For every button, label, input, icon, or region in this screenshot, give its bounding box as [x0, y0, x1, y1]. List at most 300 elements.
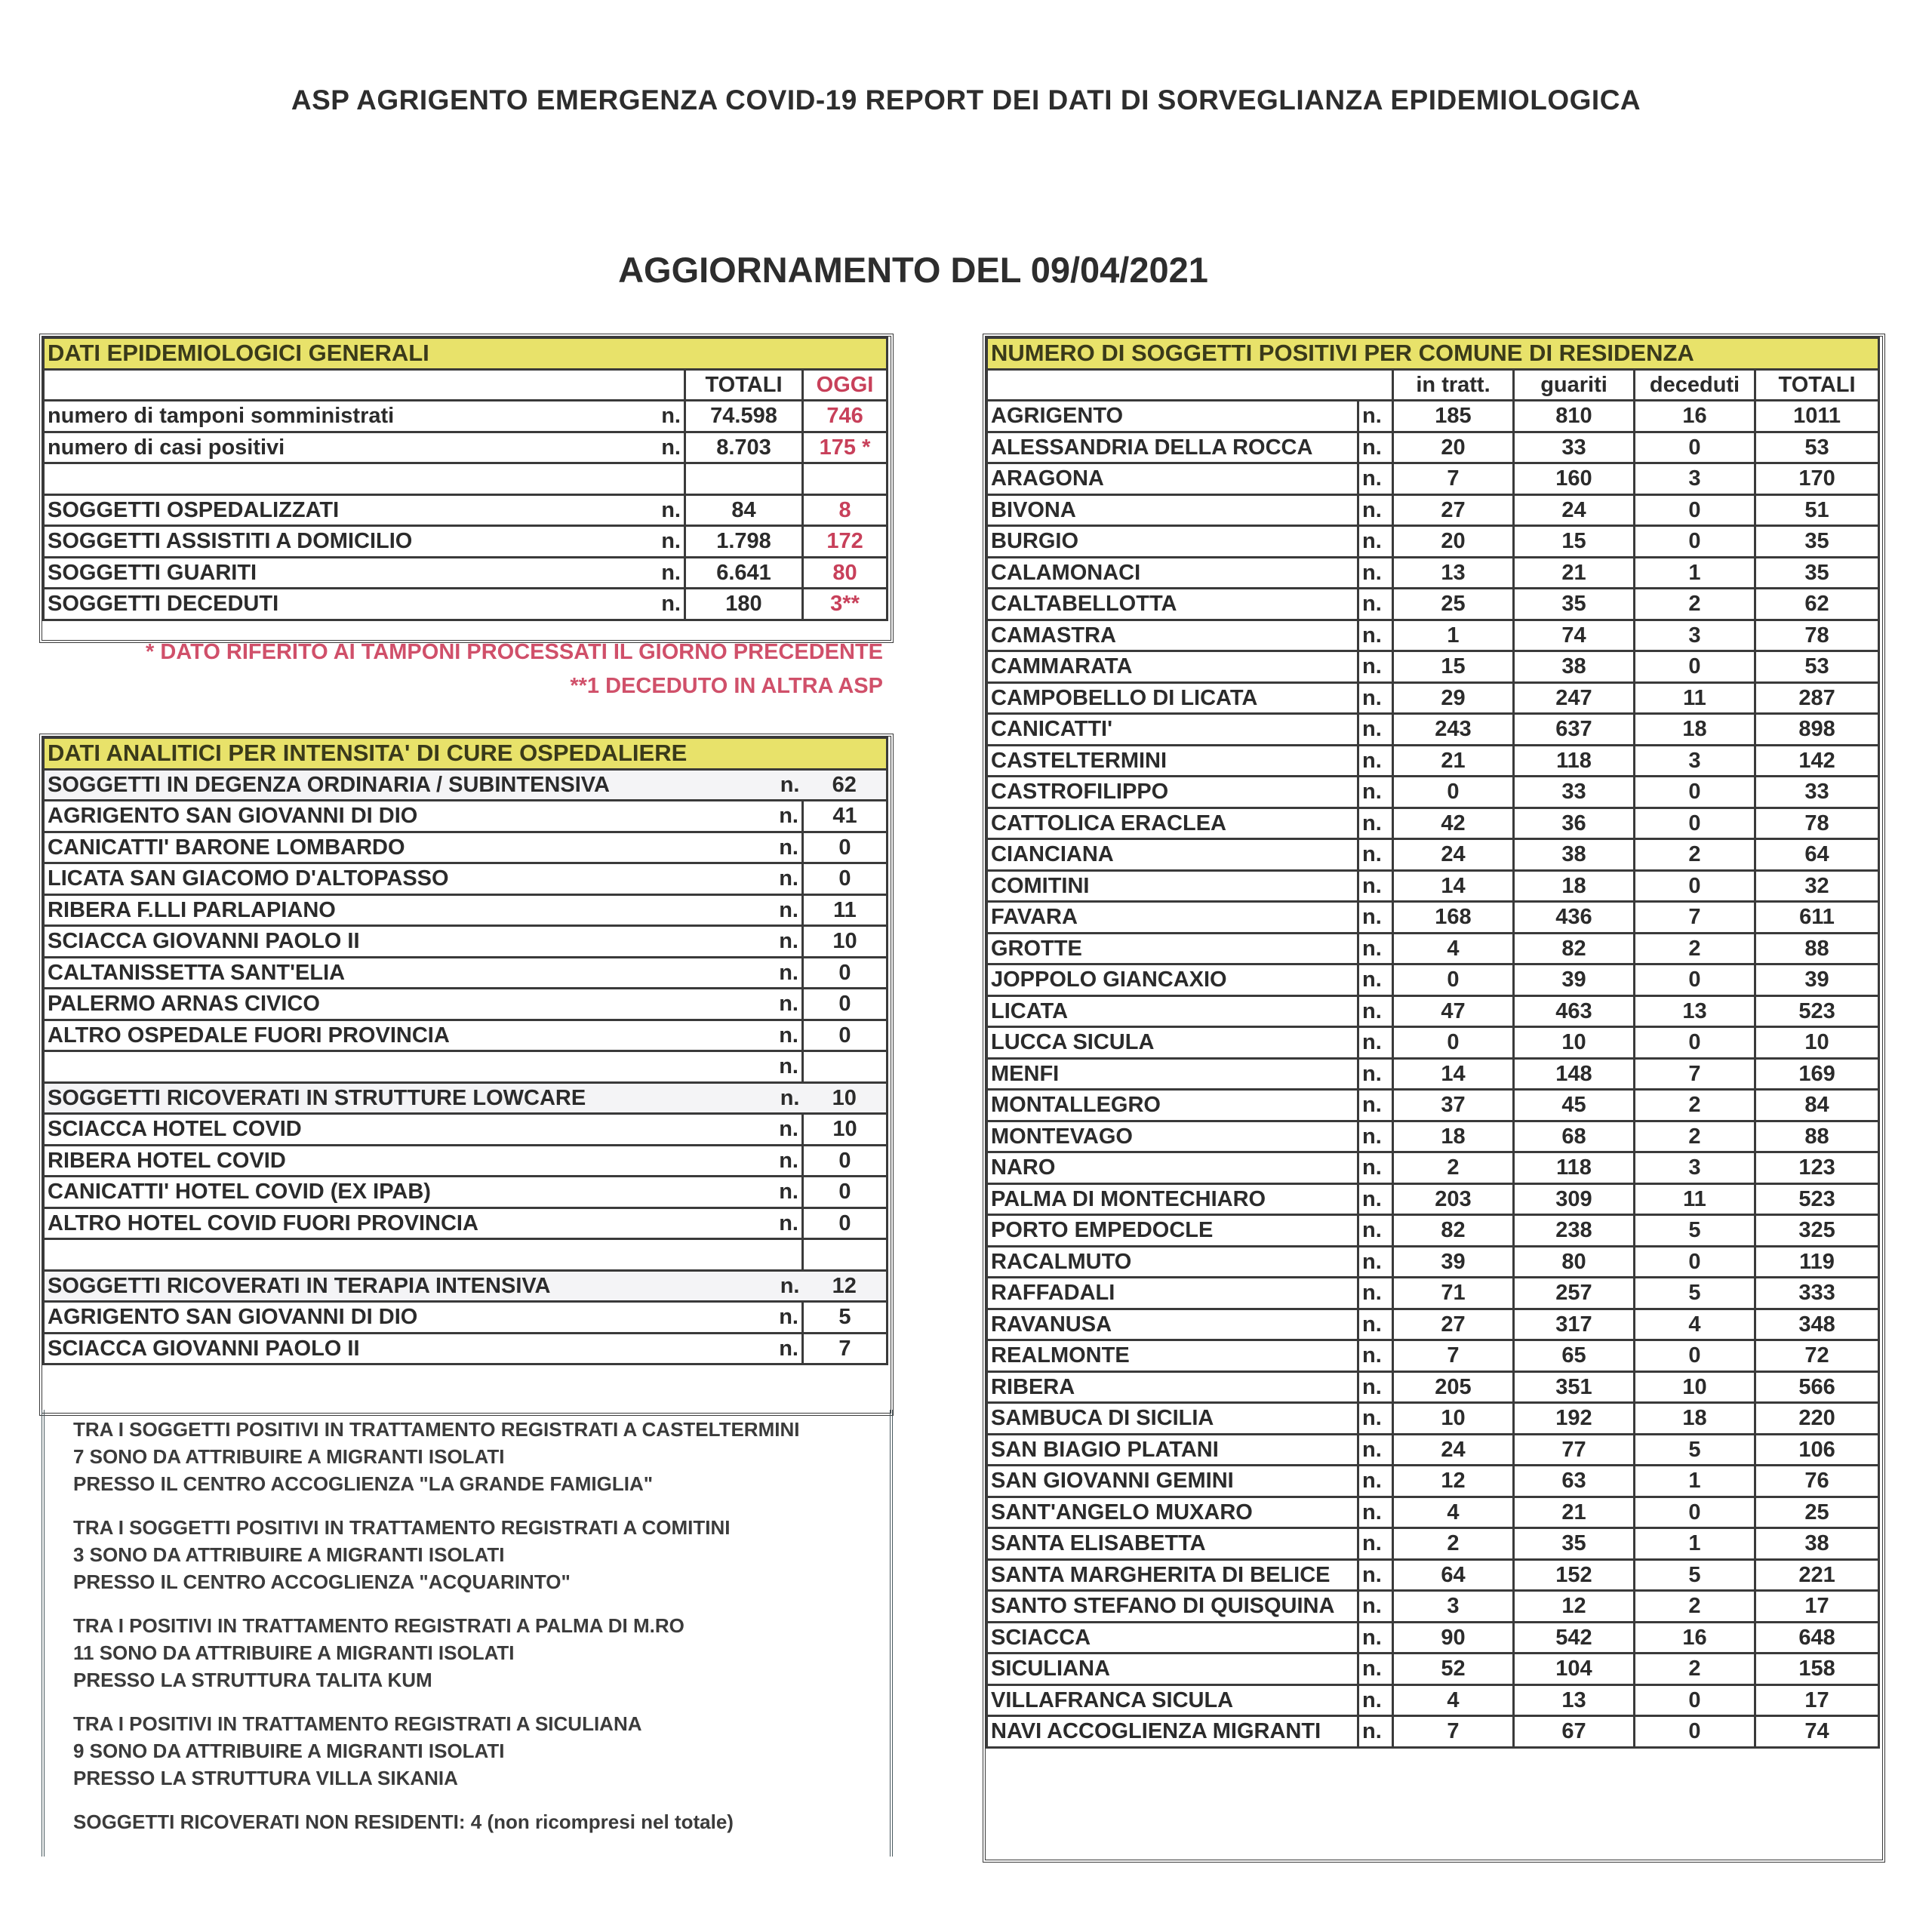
facility-label: LICATA SAN GIACOMO D'ALTOPASSO — [44, 863, 723, 895]
col-guariti: guariti — [1514, 369, 1635, 401]
totali-value: 648 — [1755, 1622, 1879, 1654]
facility-value: 0 — [803, 1177, 888, 1208]
n-marker: n. — [723, 863, 803, 895]
note-line: PRESSO LA STRUTTURA VILLA SIKANIA — [73, 1767, 458, 1789]
n-marker: n. — [723, 1333, 803, 1364]
facility-value: 10 — [803, 1114, 888, 1146]
deceduti-value: 3 — [1635, 745, 1755, 777]
totali-value: 170 — [1755, 463, 1879, 495]
in-tratt-value: 185 — [1393, 401, 1514, 432]
note-line: TRA I SOGGETTI POSITIVI IN TRATTAMENTO REGISTRATI A CASTELTERMINI — [73, 1418, 800, 1441]
n-marker: n. — [723, 1082, 803, 1114]
comune-name: REALMONTE — [987, 1340, 1358, 1372]
guariti-value: 63 — [1514, 1466, 1635, 1497]
comune-row — [987, 839, 1879, 871]
in-tratt-value: 203 — [1393, 1183, 1514, 1215]
facility-value: 7 — [803, 1333, 888, 1364]
note-line: 11 SONO DA ATTRIBUIRE A MIGRANTI ISOLATI — [73, 1641, 515, 1664]
deceduti-value: 13 — [1635, 995, 1755, 1027]
in-tratt-value: 205 — [1393, 1371, 1514, 1403]
comune-row — [987, 1403, 1879, 1435]
guariti-value: 35 — [1514, 589, 1635, 620]
comune-row — [987, 1090, 1879, 1121]
totali-value: 523 — [1755, 995, 1879, 1027]
header-spacer — [987, 369, 1393, 401]
totali-value — [685, 463, 803, 495]
facility-label: CANICATTI' BARONE LOMBARDO — [44, 832, 723, 863]
comune-name: MONTEVAGO — [987, 1121, 1358, 1152]
facility-label: SOGGETTI RICOVERATI IN TERAPIA INTENSIVA — [44, 1270, 723, 1302]
comune-name: CASTELTERMINI — [987, 745, 1358, 777]
hospital-group-row — [44, 1082, 888, 1114]
n-marker: n. — [1358, 1215, 1393, 1247]
footnote-deceduto: **1 DECEDUTO IN ALTRA ASP — [570, 674, 883, 698]
deceduti-value: 10 — [1635, 1371, 1755, 1403]
comune-name: RACALMUTO — [987, 1246, 1358, 1278]
deceduti-value: 2 — [1635, 589, 1755, 620]
guariti-value: 436 — [1514, 902, 1635, 934]
facility-label: CALTANISSETTA SANT'ELIA — [44, 957, 723, 989]
totali-value: 84 — [1755, 1090, 1879, 1121]
in-tratt-value: 13 — [1393, 557, 1514, 589]
in-tratt-value: 24 — [1393, 1434, 1514, 1466]
n-marker: n. — [1358, 1528, 1393, 1560]
n-marker: n. — [1358, 745, 1393, 777]
totali-value: 17 — [1755, 1684, 1879, 1716]
facility-label: AGRIGENTO SAN GIOVANNI DI DIO — [44, 801, 723, 832]
n-marker: n. — [723, 1270, 803, 1302]
deceduti-value: 2 — [1635, 1090, 1755, 1121]
deceduti-value: 2 — [1635, 1591, 1755, 1623]
in-tratt-value: 27 — [1393, 1309, 1514, 1340]
deceduti-value: 0 — [1635, 526, 1755, 558]
comune-row — [987, 589, 1879, 620]
deceduti-value: 16 — [1635, 401, 1755, 432]
comune-name: CALAMONACI — [987, 557, 1358, 589]
hospital-row — [44, 1239, 888, 1271]
comune-row — [987, 1466, 1879, 1497]
totali-value: 287 — [1755, 682, 1879, 714]
totali-value: 35 — [1755, 557, 1879, 589]
n-marker: n. — [1358, 682, 1393, 714]
n-marker: n. — [1358, 1340, 1393, 1372]
in-tratt-value: 4 — [1393, 1497, 1514, 1528]
row-label: SOGGETTI GUARITI — [44, 557, 640, 589]
comune-row — [987, 1058, 1879, 1090]
facility-value: 0 — [803, 957, 888, 989]
n-marker: n. — [1358, 1058, 1393, 1090]
n-marker: n. — [1358, 902, 1393, 934]
footnote-tamponi: * DATO RIFERITO AI TAMPONI PROCESSATI IL GIORNO PRECEDENTE — [146, 640, 883, 664]
n-marker: n. — [1358, 933, 1393, 964]
totali-value: 106 — [1755, 1434, 1879, 1466]
n-marker: n. — [1358, 1246, 1393, 1278]
totali-value: 35 — [1755, 526, 1879, 558]
n-marker: n. — [1358, 964, 1393, 996]
hospital-row — [44, 894, 888, 926]
facility-label: SOGGETTI RICOVERATI IN STRUTTURE LOWCARE — [44, 1082, 723, 1114]
guariti-value: 65 — [1514, 1340, 1635, 1372]
n-marker: n. — [1358, 870, 1393, 902]
totali-value: 51 — [1755, 494, 1879, 526]
deceduti-value: 2 — [1635, 1654, 1755, 1685]
comune-name: MENFI — [987, 1058, 1358, 1090]
update-date: AGGIORNAMENTO DEL 09/04/2021 — [618, 250, 1208, 290]
n-marker: n. — [640, 589, 685, 620]
col-oggi: OGGI — [803, 369, 888, 401]
in-tratt-value: 168 — [1393, 902, 1514, 934]
hospital-group-row — [44, 1270, 888, 1302]
deceduti-value: 7 — [1635, 1058, 1755, 1090]
comune-row — [987, 1684, 1879, 1716]
in-tratt-value: 18 — [1393, 1121, 1514, 1152]
totali-value: 33 — [1755, 777, 1879, 808]
comune-row — [987, 1622, 1879, 1654]
comune-name: BIVONA — [987, 494, 1358, 526]
guariti-value: 148 — [1514, 1058, 1635, 1090]
deceduti-value: 16 — [1635, 1622, 1755, 1654]
totali-value: 53 — [1755, 432, 1879, 463]
note-line: PRESSO IL CENTRO ACCOGLIENZA "ACQUARINTO" — [73, 1571, 571, 1593]
in-tratt-value: 12 — [1393, 1466, 1514, 1497]
oggi-value: 80 — [803, 557, 888, 589]
deceduti-value: 0 — [1635, 1246, 1755, 1278]
deceduti-value: 4 — [1635, 1309, 1755, 1340]
guariti-value: 35 — [1514, 1528, 1635, 1560]
in-tratt-value: 42 — [1393, 808, 1514, 839]
facility-value: 0 — [803, 1208, 888, 1239]
facility-value: 11 — [803, 894, 888, 926]
in-tratt-value: 0 — [1393, 777, 1514, 808]
comune-name: CATTOLICA ERACLEA — [987, 808, 1358, 839]
comune-row — [987, 714, 1879, 746]
deceduti-value: 0 — [1635, 1716, 1755, 1748]
n-marker: n. — [1358, 1654, 1393, 1685]
comune-row — [987, 401, 1879, 432]
deceduti-value: 1 — [1635, 557, 1755, 589]
hospital-row — [44, 1302, 888, 1334]
comune-row — [987, 1278, 1879, 1309]
totali-value: 611 — [1755, 902, 1879, 934]
facility-value: 41 — [803, 801, 888, 832]
n-marker: n. — [1358, 1278, 1393, 1309]
guariti-value: 45 — [1514, 1090, 1635, 1121]
deceduti-value: 3 — [1635, 1152, 1755, 1184]
totali-value: 88 — [1755, 933, 1879, 964]
totali-value: 78 — [1755, 620, 1879, 651]
n-marker: n. — [723, 1177, 803, 1208]
n-marker: n. — [1358, 995, 1393, 1027]
guariti-value: 810 — [1514, 401, 1635, 432]
deceduti-value: 0 — [1635, 1340, 1755, 1372]
comune-row — [987, 933, 1879, 964]
n-marker: n. — [723, 1302, 803, 1334]
comune-name: LICATA — [987, 995, 1358, 1027]
totali-value: 6.641 — [685, 557, 803, 589]
guariti-value: 317 — [1514, 1309, 1635, 1340]
comune-name: CIANCIANA — [987, 839, 1358, 871]
in-tratt-value: 14 — [1393, 1058, 1514, 1090]
deceduti-value: 2 — [1635, 933, 1755, 964]
in-tratt-value: 37 — [1393, 1090, 1514, 1121]
hospital-row — [44, 989, 888, 1020]
n-marker: n. — [1358, 1622, 1393, 1654]
comune-row — [987, 1152, 1879, 1184]
comune-name: RAVANUSA — [987, 1309, 1358, 1340]
n-marker: n. — [1358, 1121, 1393, 1152]
in-tratt-value: 0 — [1393, 1027, 1514, 1059]
deceduti-value: 0 — [1635, 432, 1755, 463]
comune-row — [987, 808, 1879, 839]
comune-name: SAN GIOVANNI GEMINI — [987, 1466, 1358, 1497]
facility-label — [44, 1051, 723, 1083]
deceduti-value: 0 — [1635, 494, 1755, 526]
in-tratt-value: 4 — [1393, 933, 1514, 964]
n-marker: n. — [640, 557, 685, 589]
comune-row — [987, 870, 1879, 902]
in-tratt-value: 2 — [1393, 1152, 1514, 1184]
comune-name: JOPPOLO GIANCAXIO — [987, 964, 1358, 996]
oggi-value: 3** — [803, 589, 888, 620]
n-marker: n. — [723, 989, 803, 1020]
comune-name: NAVI ACCOGLIENZA MIGRANTI — [987, 1716, 1358, 1748]
comune-row — [987, 1434, 1879, 1466]
comune-row — [987, 1371, 1879, 1403]
n-marker: n. — [1358, 1371, 1393, 1403]
guariti-value: 351 — [1514, 1371, 1635, 1403]
deceduti-value: 11 — [1635, 1183, 1755, 1215]
n-marker: n. — [1358, 1183, 1393, 1215]
totali-value: 119 — [1755, 1246, 1879, 1278]
comune-row — [987, 964, 1879, 996]
n-marker: n. — [1358, 1090, 1393, 1121]
deceduti-value: 11 — [1635, 682, 1755, 714]
deceduti-value: 0 — [1635, 808, 1755, 839]
guariti-value: 118 — [1514, 745, 1635, 777]
col-deceduti: deceduti — [1635, 369, 1755, 401]
general-row — [44, 494, 888, 526]
comune-row — [987, 1528, 1879, 1560]
facility-value: 12 — [803, 1270, 888, 1302]
comune-name: PALMA DI MONTECHIARO — [987, 1183, 1358, 1215]
deceduti-value: 0 — [1635, 964, 1755, 996]
in-tratt-value: 64 — [1393, 1559, 1514, 1591]
n-marker — [723, 1239, 803, 1271]
n-marker: n. — [1358, 651, 1393, 683]
guariti-value: 13 — [1514, 1684, 1635, 1716]
facility-value: 0 — [803, 1145, 888, 1177]
facility-value: 10 — [803, 1082, 888, 1114]
comune-row — [987, 902, 1879, 934]
comune-name: SANT'ANGELO MUXARO — [987, 1497, 1358, 1528]
in-tratt-value: 3 — [1393, 1591, 1514, 1623]
general-data-title: DATI EPIDEMIOLOGICI GENERALI — [44, 338, 888, 370]
hospital-table-title: DATI ANALITICI PER INTENSITA' DI CURE OSPEDALIERE — [44, 738, 888, 770]
n-marker: n. — [1358, 494, 1393, 526]
deceduti-value: 0 — [1635, 651, 1755, 683]
deceduti-value: 3 — [1635, 463, 1755, 495]
comune-name: CALTABELLOTTA — [987, 589, 1358, 620]
guariti-value: 10 — [1514, 1027, 1635, 1059]
guariti-value: 637 — [1514, 714, 1635, 746]
general-row — [44, 432, 888, 463]
col-totali: TOTALI — [1755, 369, 1879, 401]
facility-label: RIBERA HOTEL COVID — [44, 1145, 723, 1177]
deceduti-value: 0 — [1635, 1497, 1755, 1528]
n-marker: n. — [723, 801, 803, 832]
note-line: 9 SONO DA ATTRIBUIRE A MIGRANTI ISOLATI — [73, 1740, 505, 1762]
row-label — [44, 463, 640, 495]
comune-name: CAMPOBELLO DI LICATA — [987, 682, 1358, 714]
comune-name: RAFFADALI — [987, 1278, 1358, 1309]
hospital-row — [44, 926, 888, 958]
comune-row — [987, 995, 1879, 1027]
comune-row — [987, 557, 1879, 589]
comune-row — [987, 777, 1879, 808]
guariti-value: 21 — [1514, 1497, 1635, 1528]
n-marker: n. — [1358, 1684, 1393, 1716]
in-tratt-value: 7 — [1393, 1716, 1514, 1748]
n-marker: n. — [1358, 1434, 1393, 1466]
comune-name: CASTROFILIPPO — [987, 777, 1358, 808]
guariti-value: 12 — [1514, 1591, 1635, 1623]
note-line: TRA I POSITIVI IN TRATTAMENTO REGISTRATI A PALMA DI M.RO — [73, 1614, 685, 1637]
in-tratt-value: 29 — [1393, 682, 1514, 714]
totali-value: 180 — [685, 589, 803, 620]
deceduti-value: 1 — [1635, 1466, 1755, 1497]
in-tratt-value: 20 — [1393, 432, 1514, 463]
totali-value: 348 — [1755, 1309, 1879, 1340]
deceduti-value: 0 — [1635, 1684, 1755, 1716]
n-marker: n. — [723, 769, 803, 801]
guariti-value: 38 — [1514, 839, 1635, 871]
guariti-value: 80 — [1514, 1246, 1635, 1278]
hospital-row — [44, 1177, 888, 1208]
totali-value: 333 — [1755, 1278, 1879, 1309]
comune-row — [987, 1716, 1879, 1748]
deceduti-value: 2 — [1635, 839, 1755, 871]
facility-label — [44, 1239, 723, 1271]
guariti-value: 21 — [1514, 557, 1635, 589]
comune-name: LUCCA SICULA — [987, 1027, 1358, 1059]
n-marker: n. — [723, 894, 803, 926]
comune-row — [987, 1183, 1879, 1215]
report-title: ASP AGRIGENTO EMERGENZA COVID-19 REPORT DEI DATI DI SORVEGLIANZA EPIDEMIOLOGICA — [291, 85, 1641, 115]
comune-name: MONTALLEGRO — [987, 1090, 1358, 1121]
general-row — [44, 463, 888, 495]
note-line: TRA I POSITIVI IN TRATTAMENTO REGISTRATI A SICULIANA — [73, 1712, 642, 1735]
totali-value: 72 — [1755, 1340, 1879, 1372]
comune-row — [987, 1121, 1879, 1152]
general-row — [44, 557, 888, 589]
general-row — [44, 401, 888, 432]
totali-value: 325 — [1755, 1215, 1879, 1247]
guariti-value: 36 — [1514, 808, 1635, 839]
totali-value: 169 — [1755, 1058, 1879, 1090]
n-marker: n. — [1358, 620, 1393, 651]
n-marker: n. — [1358, 1591, 1393, 1623]
totali-value: 64 — [1755, 839, 1879, 871]
in-tratt-value: 82 — [1393, 1215, 1514, 1247]
note-line: SOGGETTI RICOVERATI NON RESIDENTI: 4 (non ricompresi nel totale) — [73, 1810, 734, 1833]
deceduti-value: 5 — [1635, 1215, 1755, 1247]
oggi-value — [803, 463, 888, 495]
hospital-row — [44, 863, 888, 895]
guariti-value: 238 — [1514, 1215, 1635, 1247]
general-row — [44, 589, 888, 620]
hospital-row — [44, 957, 888, 989]
totali-value: 566 — [1755, 1371, 1879, 1403]
deceduti-value: 3 — [1635, 620, 1755, 651]
guariti-value: 257 — [1514, 1278, 1635, 1309]
deceduti-value: 7 — [1635, 902, 1755, 934]
in-tratt-value: 243 — [1393, 714, 1514, 746]
guariti-value: 33 — [1514, 432, 1635, 463]
totali-value: 74.598 — [685, 401, 803, 432]
totali-value: 221 — [1755, 1559, 1879, 1591]
n-marker: n. — [1358, 463, 1393, 495]
comune-name: ARAGONA — [987, 463, 1358, 495]
totali-value: 220 — [1755, 1403, 1879, 1435]
n-marker: n. — [723, 832, 803, 863]
n-marker: n. — [1358, 777, 1393, 808]
guariti-value: 118 — [1514, 1152, 1635, 1184]
facility-label: AGRIGENTO SAN GIOVANNI DI DIO — [44, 1302, 723, 1334]
note-line: TRA I SOGGETTI POSITIVI IN TRATTAMENTO REGISTRATI A COMITINI — [73, 1516, 731, 1539]
deceduti-value: 0 — [1635, 870, 1755, 902]
comune-name: SANTA MARGHERITA DI BELICE — [987, 1559, 1358, 1591]
guariti-value: 74 — [1514, 620, 1635, 651]
deceduti-value: 0 — [1635, 1027, 1755, 1059]
facility-label: SCIACCA HOTEL COVID — [44, 1114, 723, 1146]
col-totali: TOTALI — [685, 369, 803, 401]
n-marker: n. — [640, 526, 685, 558]
n-marker: n. — [640, 401, 685, 432]
n-marker: n. — [1358, 1027, 1393, 1059]
totali-value: 10 — [1755, 1027, 1879, 1059]
in-tratt-value: 15 — [1393, 651, 1514, 683]
totali-value: 1011 — [1755, 401, 1879, 432]
deceduti-value: 0 — [1635, 777, 1755, 808]
comune-row — [987, 745, 1879, 777]
guariti-value: 18 — [1514, 870, 1635, 902]
totali-value: 123 — [1755, 1152, 1879, 1184]
in-tratt-value: 47 — [1393, 995, 1514, 1027]
totali-value: 38 — [1755, 1528, 1879, 1560]
guariti-value: 68 — [1514, 1121, 1635, 1152]
note-line: PRESSO IL CENTRO ACCOGLIENZA "LA GRANDE FAMIGLIA" — [73, 1472, 654, 1495]
n-marker: n. — [723, 1020, 803, 1051]
comune-name: CAMASTRA — [987, 620, 1358, 651]
comuni-table-title: NUMERO DI SOGGETTI POSITIVI PER COMUNE DI RESIDENZA — [987, 338, 1879, 370]
facility-label: PALERMO ARNAS CIVICO — [44, 989, 723, 1020]
guariti-value: 38 — [1514, 651, 1635, 683]
note-line: 3 SONO DA ATTRIBUIRE A MIGRANTI ISOLATI — [73, 1543, 505, 1566]
hospital-row — [44, 832, 888, 863]
comune-row — [987, 432, 1879, 463]
in-tratt-value: 2 — [1393, 1528, 1514, 1560]
in-tratt-value: 39 — [1393, 1246, 1514, 1278]
n-marker: n. — [1358, 557, 1393, 589]
n-marker: n. — [1358, 1716, 1393, 1748]
guariti-value: 542 — [1514, 1622, 1635, 1654]
in-tratt-value: 10 — [1393, 1403, 1514, 1435]
totali-value: 74 — [1755, 1716, 1879, 1748]
note-line: 7 SONO DA ATTRIBUIRE A MIGRANTI ISOLATI — [73, 1445, 505, 1468]
n-marker: n. — [640, 494, 685, 526]
n-marker: n. — [1358, 839, 1393, 871]
comune-row — [987, 526, 1879, 558]
